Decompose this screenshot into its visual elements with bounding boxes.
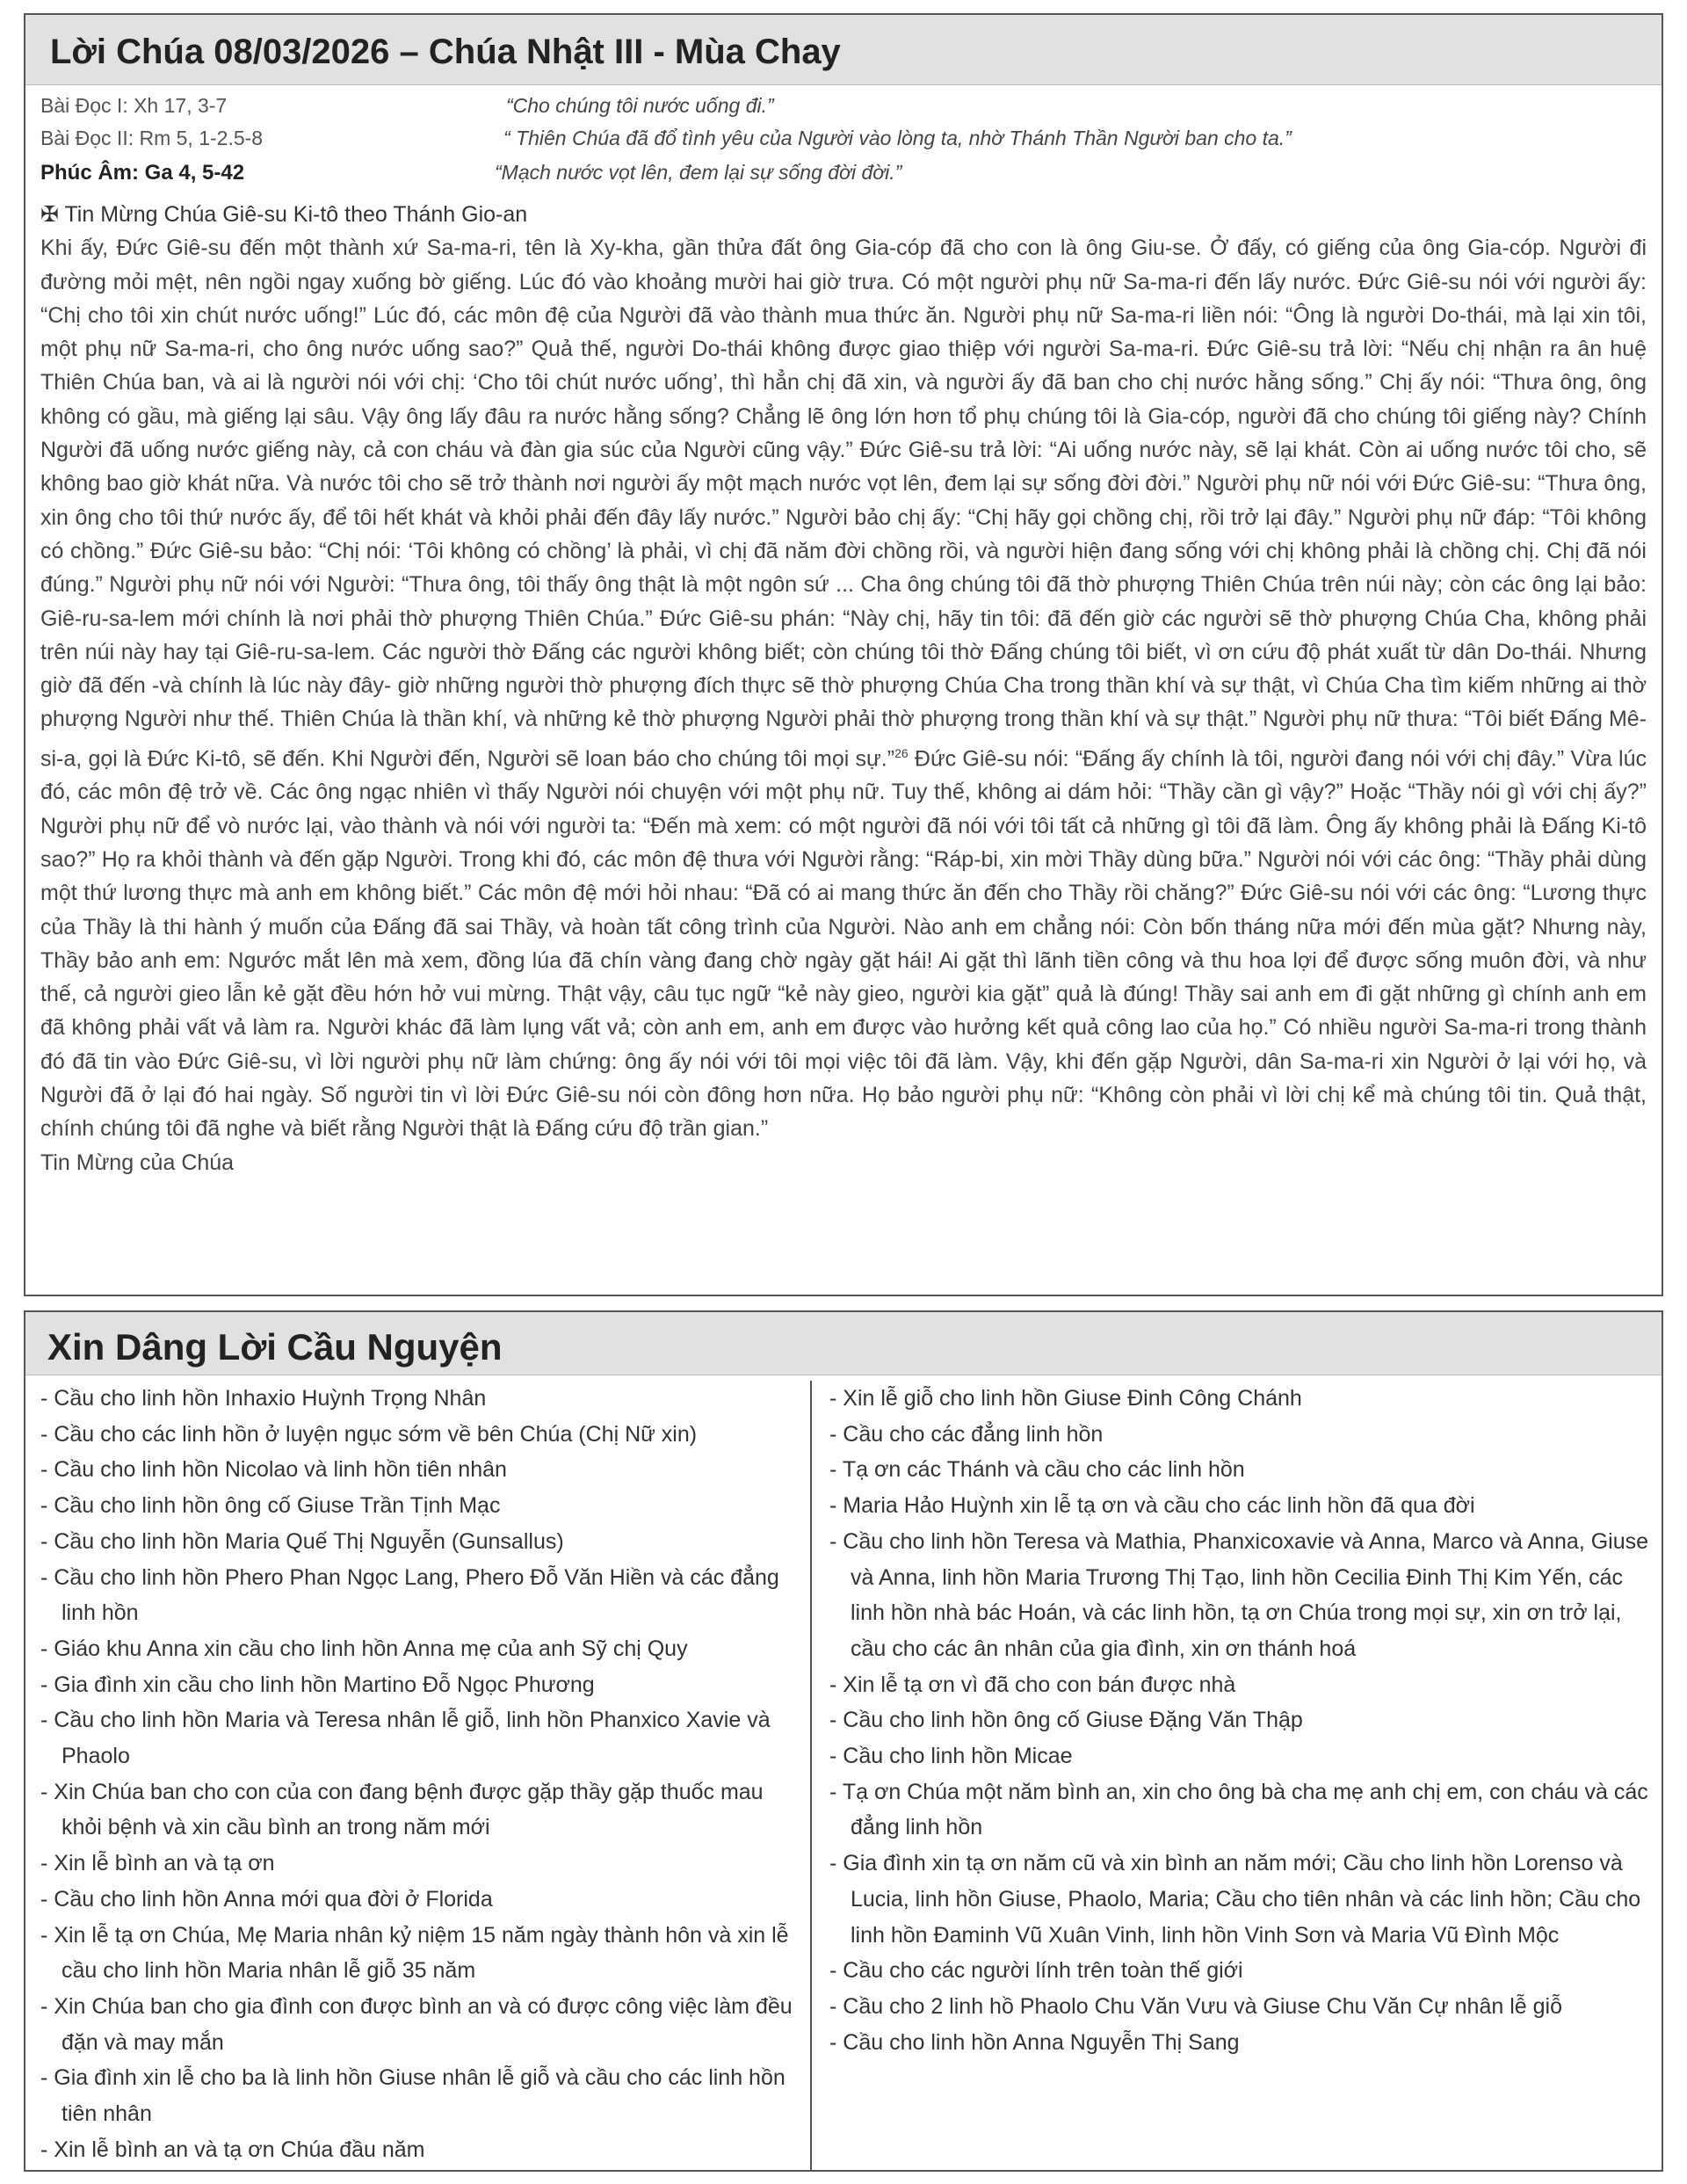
prayer-item: - Tạ ơn các Thánh và cầu cho các linh hồn xyxy=(829,1457,1245,1483)
prayer-item: - Xin lễ tạ ơn Chúa, Mẹ Maria nhân kỷ niệm 15 năm ngày thành hôn và xin lễ cầu cho linh hồn Maria nhân lễ giỗ 35 năm xyxy=(40,1922,789,1984)
gospel-body-part2: Đức Giê-su nói: “Đấng ấy chính là tôi, người đang nói với chị đây.” Vừa lúc đó, các môn đệ trở về. Các ông ngạc nhiên vì thấy Người nói chuyện với một phụ nữ. Tuy thế, không ai dám hỏi: “Thầy cần gì vậy?” Hoặc “Thầy nói gì với chị ấy?” Người phụ nữ để vò nước lại, vào thành và nói với người ta: “Đến mà xem: có một người đã nói với tôi tất cả những gì tôi đã làm. Ông ấy không phải là Đấng Ki-tô sao?” Họ ra khỏi thành và đến gặp Người. Trong khi đó, các môn đệ thưa với Người rằng: “Ráp-bi, xin mời Thầy dùng bữa.” Người nói với các ông: “Thầy phải dùng một thứ lương thực mà anh em không biết.” Các môn đệ mới hỏi nhau: “Đã có ai mang thức ăn đến cho Thầy rồi chăng?” Đức Giê-su nói với các ông: “Lương thực của Thầy là thi hành ý muốn của Đấng đã sai Thầy, và hoàn tất công trình của Người. Nào anh em chẳng nói: Còn bốn tháng nữa mới đến mùa gặt? Nhưng này, Thầy bảo anh em: Ngước mắt lên mà xem, đồng lúa đã chín vàng đang chờ ngày gặt hái! Ai gặt thì lãnh tiền công và thu hoa lợi để được sống muôn đời, và như thế, cả người gieo lẫn kẻ gặt đều hớn hở vui mừng. Thật vậy, câu tục ngữ “kẻ này gieo, người kia gặt” quả là đúng! Thầy sai anh em đi gặt những gì chính anh em đã không phải vất vả làm ra. Người khác đã làm lụng vất vả; còn anh em, anh em được vào hưởng kết quả công lao của họ.” Có nhiều người Sa-ma-ri trong thành đó đã tin vào Đức Giê-su, vì lời người phụ nữ làm chứng: ông ấy nói với tôi mọi việc tôi đã làm. Vậy, khi đến gặp Người, dân Sa-ma-ri xin Người ở lại với họ, và Người đã ở lại đó hai ngày. Số người tin vì lời Đức Giê-su nói còn đông hơn nữa. Họ bảo người phụ nữ: “Không còn phải vì lời chị kể mà chúng tôi tin. Quả thật, chính chúng tôi đã nghe và biết rằng Người thật là Đấng cứu độ trần gian.” xyxy=(40,746,1647,1142)
reading-second xyxy=(40,127,1640,158)
prayer-item: - Xin lễ tạ ơn vì đã cho con bán được nhà xyxy=(829,1672,1236,1697)
prayer-item: - Gia đình xin cầu cho linh hồn Martino Đỗ Ngọc Phương xyxy=(40,1672,595,1697)
prayer-item: - Cầu cho linh hồn ông cố Giuse Đặng Văn Thập xyxy=(829,1708,1303,1733)
prayer-item: - Xin Chúa ban cho gia đình con được bình an và có được công việc làm đều đặn và may mắn xyxy=(40,1993,793,2055)
prayers-left-column xyxy=(39,1381,812,2170)
reading-ref: Phúc Âm: Ga 4, 5-42 xyxy=(40,161,245,185)
prayers-panel-header xyxy=(25,1312,1662,1375)
prayer-item: - Cầu cho các người lính trên toàn thế giới xyxy=(829,1958,1243,1984)
prayer-item: - Cầu cho linh hồn ông cố Giuse Trần Tịnh Mạc xyxy=(40,1493,501,1519)
prayer-item: - Cầu cho 2 linh hồ Phaolo Chu Văn Vưu và Giuse Chu Văn Cự nhân lễ giỗ xyxy=(829,1993,1562,2019)
prayer-item: - Giáo khu Anna xin cầu cho linh hồn Anna mẹ của anh Sỹ chị Quy xyxy=(40,1636,688,1661)
gospel-panel-header xyxy=(25,15,1662,85)
prayers-title: Xin Dâng Lời Cầu Nguyện xyxy=(47,1326,503,1368)
gospel-header-text: Tin Mừng Chúa Giê-su Ki-tô theo Thánh Gio-an xyxy=(64,202,528,227)
prayers-panel xyxy=(24,1310,1663,2172)
reading-first xyxy=(40,94,1640,126)
cross-icon: ✠ xyxy=(40,202,59,227)
prayer-item: - Xin lễ giỗ cho linh hồn Giuse Đinh Công Chánh xyxy=(829,1386,1302,1411)
gospel-ending: Tin Mừng của Chúa xyxy=(40,1150,235,1175)
reading-quote: “Mạch nước vọt lên, đem lại sự sống đời đời.” xyxy=(495,161,902,184)
prayer-item: - Cầu cho linh hồn Maria và Teresa nhân lễ giỗ, linh hồn Phanxico Xavie và Phaolo xyxy=(40,1708,771,1769)
prayer-item: - Cầu cho các linh hồn ở luyện ngục sớm về bên Chúa (Chị Nữ xin) xyxy=(40,1421,698,1447)
gospel-panel xyxy=(24,13,1663,1296)
reading-quote: “Cho chúng tôi nước uống đi.” xyxy=(506,94,774,117)
prayer-item: - Cầu cho các đẳng linh hồn xyxy=(829,1421,1104,1447)
prayer-item: - Gia đình xin lễ cho ba là linh hồn Giuse nhân lễ giỗ và cầu cho các linh hồn tiên nhân xyxy=(40,2065,786,2127)
prayers-columns xyxy=(25,1381,1662,2170)
prayer-item: - Cầu cho linh hồn Anna mới qua đời ở Florida xyxy=(40,1886,493,1912)
prayer-item: - Cầu cho linh hồn Nicolao và linh hồn tiên nhân xyxy=(40,1457,507,1483)
prayer-item: - Cầu cho linh hồn Maria Quế Thị Nguyễn (Gunsallus) xyxy=(40,1528,564,1554)
gospel-body-part1: Khi ấy, Đức Giê-su đến một thành xứ Sa-ma-ri, tên là Xy-kha, gần thửa đất ông Gia-cóp đã cho con là ông Giu-se. Ở đấy, có giếng của ông Gia-cóp. Người đi đường mỏi mệt, nên ngồi ngay xuống bờ giếng. Lúc đó vào khoảng mười hai giờ trưa. Có một người phụ nữ Sa-ma-ri đến lấy nước. Đức Giê-su nói với người ấy: “Chị cho tôi xin chút nước uống!” Lúc đó, các môn đệ của Người đã vào thành mua thức ăn. Người phụ nữ Sa-ma-ri liền nói: “Ông là người Do-thái, mà lại xin tôi, một phụ nữ Sa-ma-ri, cho ông nước uống sao?” Quả thế, người Do-thái không được giao thiệp với người Sa-ma-ri. Đức Giê-su trả lời: “Nếu chị nhận ra ân huệ Thiên Chúa ban, và ai là người nói với chị: ‘Cho tôi chút nước uống’, thì hẳn chị đã xin, và người ấy đã ban cho chị nước hằng sống.” Chị ấy nói: “Thưa ông, ông không có gầu, mà giếng lại sâu. Vậy ông lấy đâu ra nước hằng sống? Chẳng lẽ ông lớn hơn tổ phụ chúng tôi là Gia-cóp, người đã cho chúng tôi giếng này? Chính Người đã uống nước giếng này, cả con cháu và đàn gia súc của Người cũng vậy.” Đức Giê-su trả lời: “Ai uống nước này, sẽ lại khát. Còn ai uống nước tôi cho, sẽ không bao giờ khát nữa. Và nước tôi cho sẽ trở thành nơi người ấy một mạch nước vọt lên, đem lại sự sống đời đời.” Người phụ nữ nói với Đức Giê-su: “Thưa ông, xin ông cho tôi thứ nước ấy, để tôi hết khát và khỏi phải đến đây lấy nước.” Người bảo chị ấy: “Chị hãy gọi chồng chị, rồi trở lại đây.” Người phụ nữ đáp: “Tôi không có chồng.” Đức Giê-su bảo: “Chị nói: ‘Tôi không có chồng’ là phải, vì chị đã năm đời chồng rồi, và người hiện đang sống với chị không phải là chồng chị. Chị đã nói đúng.” Người phụ nữ nói với Người: “Thưa ông, tôi thấy ông thật là một ngôn sứ ... Cha ông chúng tôi đã thờ phượng Thiên Chúa trên núi này; còn các ông lại bảo: Giê-ru-sa-lem mới chính là nơi phải thờ phượng Thiên Chúa.” Đức Giê-su phán: “Này chị, hãy tin tôi: đã đến giờ các người sẽ thờ phượng Chúa Cha, không phải trên núi này hay tại Giê-ru-sa-lem. Các người thờ Đấng các người không biết; còn chúng tôi thờ Đấng chúng tôi biết, vì ơn cứu độ phát xuất từ dân Do-thái. Nhưng giờ đã đến -và chính là lúc này đây- giờ những người thờ phượng đích thực sẽ thờ phượng Chúa Cha trong thần khí và sự thật, vì Chúa Cha tìm kiếm những ai thờ phượng Người như thế. Thiên Chúa là thần khí, và những kẻ thờ phượng Người phải thờ phượng trong thần khí và sự thật.” Người phụ nữ thưa: “Tôi biết Đấng Mê-si-a, gọi là Đức Ki-tô, sẽ đến. Khi Người đến, Người sẽ loan báo cho chúng tôi mọi sự.” xyxy=(40,236,1647,772)
prayer-item: - Xin lễ bình an và tạ ơn Chúa đầu năm xyxy=(40,2137,425,2162)
prayers-right-column xyxy=(828,1381,1654,2170)
reading-quote: “ Thiên Chúa đã đổ tình yêu của Người vào lòng ta, nhờ Thánh Thần Người ban cho ta.” xyxy=(503,127,1292,149)
reading-ref: Bài Đọc I: Xh 17, 3-7 xyxy=(40,94,228,117)
gospel-text xyxy=(25,198,1662,1179)
prayer-item: - Cầu cho linh hồn Anna Nguyễn Thị Sang xyxy=(829,2029,1240,2055)
page-title: Lời Chúa 08/03/2026 – Chúa Nhật III - Mùa Chay xyxy=(50,33,841,71)
prayer-item: - Cầu cho linh hồn Inhaxio Huỳnh Trọng Nhân xyxy=(40,1386,487,1411)
gospel-header xyxy=(40,198,1647,231)
prayer-item: - Gia đình xin tạ ơn năm cũ và xin bình an năm mới; Cầu cho linh hồn Lorenso và Lucia, linh hồn Giuse, Phaolo, Maria; Cầu cho tiên nhân và các linh hồn; Cầu cho linh hồn Đaminh Vũ Xuân Vinh, linh hồn Vinh Sơn và Maria Vũ Đình Mộc xyxy=(829,1851,1641,1948)
prayer-item: - Maria Hảo Huỳnh xin lễ tạ ơn và cầu cho các linh hồn đã qua đời xyxy=(829,1493,1475,1519)
reading-ref: Bài Đọc II: Rm 5, 1-2.5-8 xyxy=(40,127,264,149)
prayer-item: - Tạ ơn Chúa một năm bình an, xin cho ông bà cha mẹ anh chị em, con cháu và các đẳng linh hồn xyxy=(829,1779,1648,1840)
prayer-item: - Cầu cho linh hồn Teresa và Mathia, Phanxicoxavie và Anna, Marco và Anna, Giuse và Anna, linh hồn Maria Trương Thị Tạo, linh hồn Cecilia Đinh Thị Kim Yến, các linh hồn nhà bác Hoán, và các linh hồn, tạ ơn Chúa trong mọi sự, xin ơn trở lại, cầu cho các ân nhân của gia đình, xin ơn thánh hoá xyxy=(829,1528,1649,1661)
prayer-item: - Cầu cho linh hồn Micae xyxy=(829,1744,1073,1769)
prayer-item: - Xin Chúa ban cho con của con đang bệnh được gặp thầy gặp thuốc mau khỏi bệnh và xin cầu bình an trong năm mới xyxy=(40,1779,764,1840)
reading-gospel xyxy=(40,161,1640,192)
readings-list xyxy=(25,94,1662,194)
prayer-item: - Xin lễ bình an và tạ ơn xyxy=(40,1851,275,1876)
prayer-item: - Cầu cho linh hồn Phero Phan Ngọc Lang, Phero Đỗ Văn Hiền và các đẳng linh hồn xyxy=(40,1564,779,1626)
verse-number: 26 xyxy=(894,745,909,760)
